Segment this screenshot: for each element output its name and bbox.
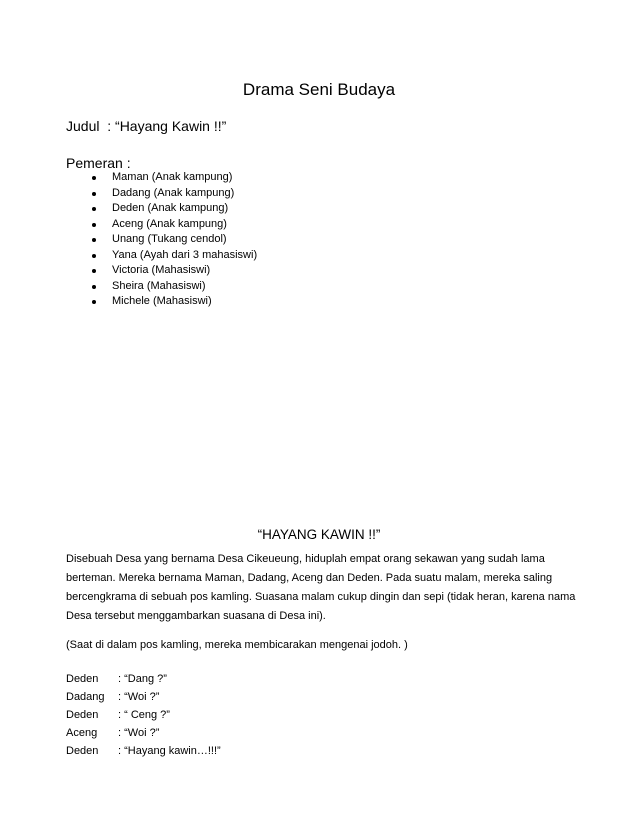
dialog-speaker: Deden — [66, 709, 99, 721]
dialog-line — [66, 670, 221, 688]
story-line: Disebuah Desa yang bernama Desa Cikeueung, hiduplah empat orang sekawan yang sudah lama — [66, 553, 545, 565]
dialog-text: : “ Ceng ?” — [118, 709, 170, 721]
bullet-icon — [92, 223, 96, 227]
story-line: berteman. Mereka bernama Maman, Dadang, Aceng dan Deden. Pada suatu malam, mereka saling — [66, 572, 553, 584]
bullet-icon — [92, 254, 96, 258]
cast-item — [88, 248, 257, 264]
cast-item-label: Aceng (Anak kampung) — [112, 217, 227, 230]
dialog-speaker: Dadang — [66, 691, 105, 703]
cast-item-label: Deden (Anak kampung) — [112, 202, 229, 214]
dialog-list — [66, 670, 221, 760]
bullet-icon — [92, 176, 96, 180]
bullet-icon — [92, 300, 96, 304]
cast-item-label: Dadang (Anak kampung) — [112, 186, 235, 199]
cast-item-label: Michele (Mahasiswi) — [112, 295, 212, 307]
dialog-speaker: Deden — [66, 745, 99, 757]
cast-item-label: Unang (Tukang cendol) — [112, 233, 227, 245]
dialog-text: : “Hayang kawin…!!!” — [118, 745, 221, 757]
bullet-icon — [92, 238, 96, 242]
judul-line: Judul : “Hayang Kawin !!” — [66, 118, 227, 134]
pemeran-label: Pemeran : — [66, 155, 131, 171]
bullet-icon — [92, 207, 96, 211]
cast-item-label: Maman (Anak kampung) — [112, 171, 233, 183]
cast-item — [88, 279, 257, 295]
story-paragraph — [66, 550, 576, 626]
dialog-line — [66, 724, 221, 742]
dialog-text: : “Woi ?” — [118, 691, 160, 703]
dialog-text: : “Dang ?” — [118, 673, 167, 685]
cast-item-label: Yana (Ayah dari 3 mahasiswi) — [112, 248, 258, 261]
dialog-text: : “Woi ?” — [118, 727, 160, 739]
dialog-line — [66, 742, 221, 760]
document-title: Drama Seni Budaya — [242, 80, 396, 99]
bullet-icon — [92, 192, 96, 196]
cast-item — [88, 217, 257, 233]
cast-item — [88, 170, 257, 186]
cast-item — [88, 186, 257, 202]
cast-item-label: Victoria (Mahasiswi) — [112, 264, 211, 276]
cast-list — [88, 170, 257, 310]
cast-item-label: Sheira (Mahasiswi) — [112, 279, 206, 292]
dialog-line — [66, 706, 221, 724]
cast-item — [88, 263, 257, 279]
dialog-speaker: Aceng — [66, 727, 98, 739]
story-line: bercengkrama di sebuah pos kamling. Suasana malam cukup dingin dan sepi (tidak heran, karena nama — [66, 591, 576, 603]
dialog-line — [66, 688, 221, 706]
bullet-icon — [92, 285, 96, 289]
dialog-speaker: Deden — [66, 673, 99, 685]
story-line: Desa tersebut menggambarkan suasana di Desa ini). — [66, 610, 326, 622]
cast-item — [88, 201, 257, 217]
cast-item — [88, 294, 257, 310]
section-title: “HAYANG KAWIN !!” — [257, 527, 381, 542]
bullet-icon — [92, 269, 96, 273]
cast-item — [88, 232, 257, 248]
stage-note: (Saat di dalam pos kamling, mereka membicarakan mengenai jodoh. ) — [66, 639, 408, 651]
